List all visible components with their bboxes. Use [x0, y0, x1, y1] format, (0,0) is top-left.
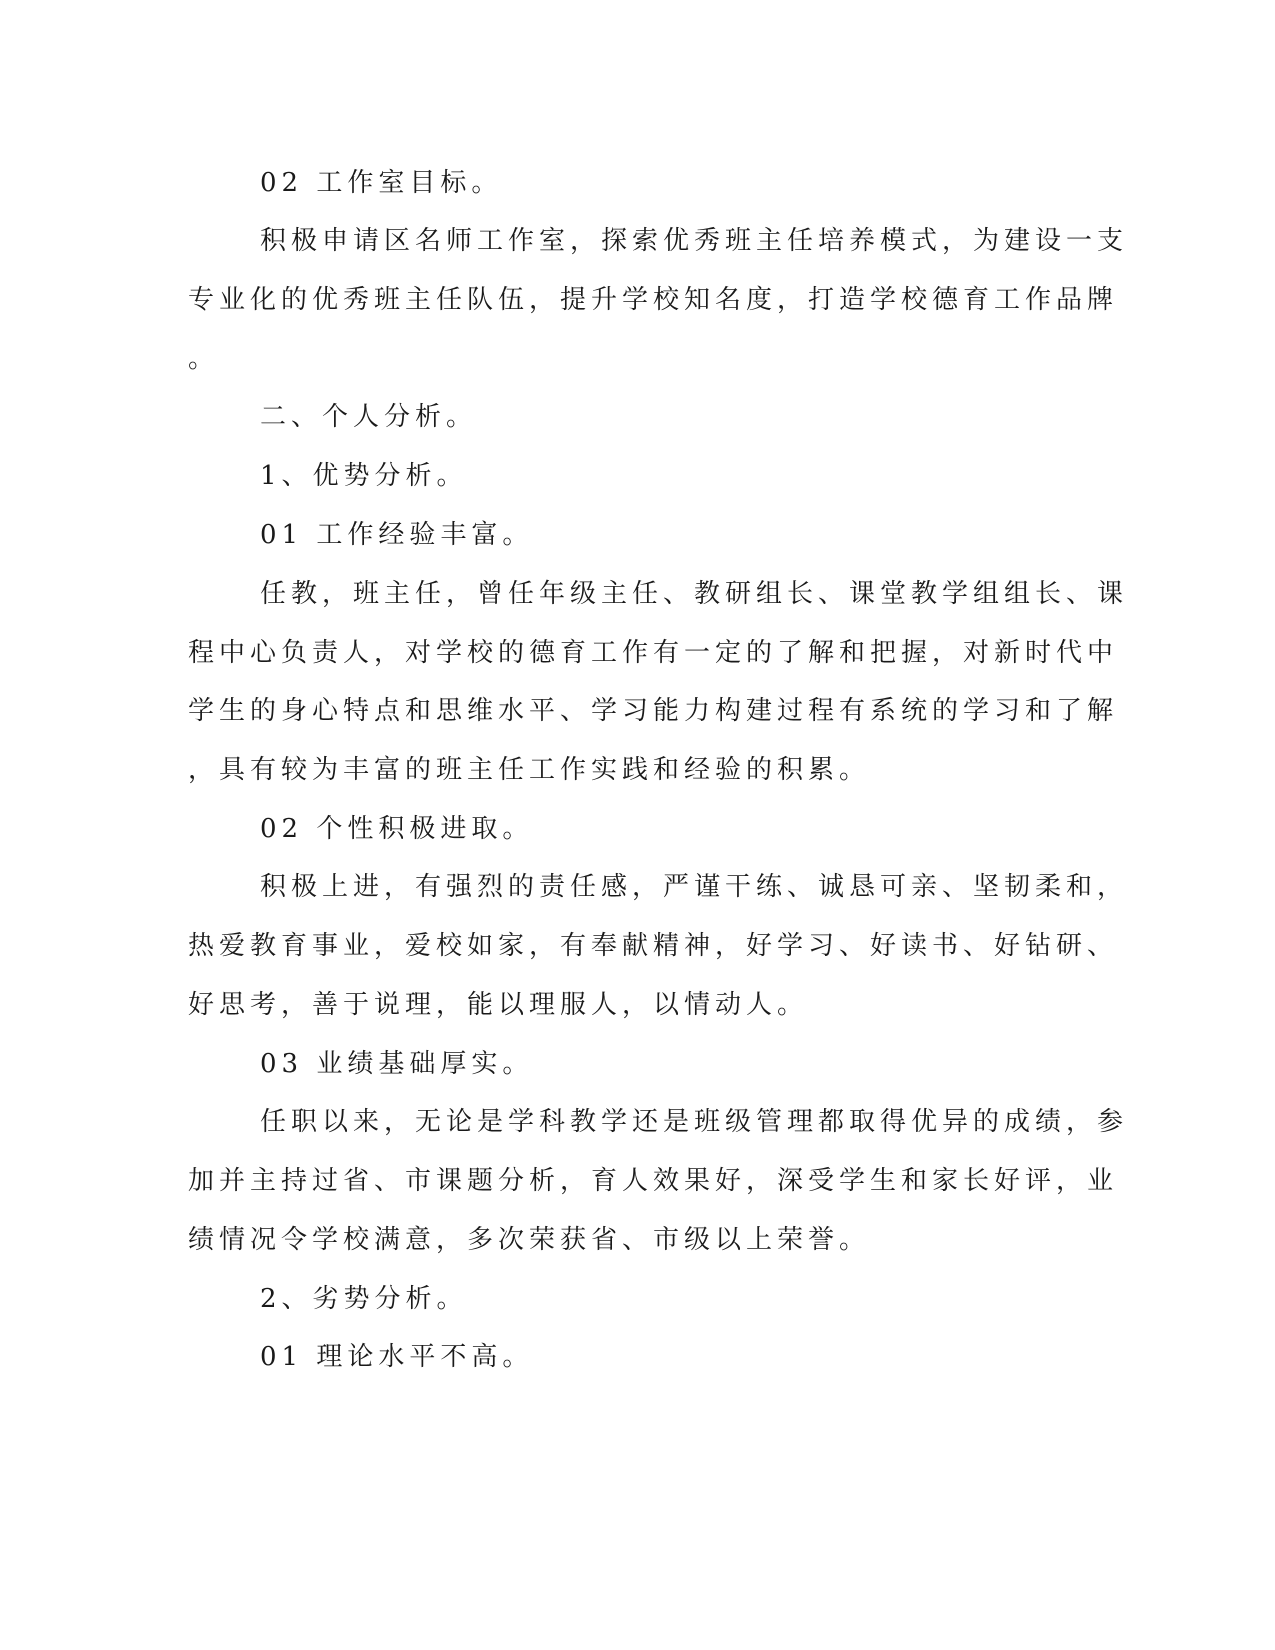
paragraph-line: 积极上进，有强烈的责任感，严谨干练、诚恳可亲、坚韧柔和，: [260, 872, 1129, 902]
item-heading-performance: 03 业绩基础厚实。: [260, 1049, 534, 1079]
paragraph-line: 热爱教育事业，爱校如家，有奉献精神，好学习、好读书、好钻研、: [188, 931, 1119, 961]
paragraph-line: 。: [188, 344, 220, 374]
paragraph-line: 任职以来，无论是学科教学还是班级管理都取得优异的成绩，参: [260, 1107, 1129, 1137]
paragraph-line: 积极申请区名师工作室，探索优秀班主任培养模式，为建设一支: [260, 226, 1129, 256]
item-heading-experience: 01 工作经验丰富。: [260, 520, 534, 550]
paragraph-line: 加并主持过省、市课题分析，育人效果好，深受学生和家长好评，业: [188, 1166, 1119, 1196]
paragraph-line: 好思考，善于说理，能以理服人，以情动人。: [188, 990, 809, 1020]
paragraph-line: ，具有较为丰富的班主任工作实践和经验的积累。: [188, 755, 871, 785]
paragraph-line: 程中心负责人，对学校的德育工作有一定的了解和把握，对新时代中: [188, 638, 1119, 668]
section-heading-personal-analysis: 二、个人分析。: [260, 402, 478, 432]
section-heading-workshop-goal: 02 工作室目标。: [260, 168, 503, 198]
subheading-strengths: 1、优势分析。: [260, 461, 468, 491]
paragraph-line: 绩情况令学校满意，多次荣获省、市级以上荣誉。: [188, 1225, 871, 1255]
paragraph-line: 专业化的优秀班主任队伍，提升学校知名度，打造学校德育工作品牌: [188, 285, 1119, 315]
item-heading-personality: 02 个性积极进取。: [260, 814, 534, 844]
paragraph-line: 学生的身心特点和思维水平、学习能力构建过程有系统的学习和了解: [188, 696, 1119, 726]
paragraph-line: 任教，班主任，曾任年级主任、教研组长、课堂教学组组长、课: [260, 579, 1129, 609]
subheading-weaknesses: 2、劣势分析。: [260, 1284, 468, 1314]
item-heading-theory-level: 01 理论水平不高。: [260, 1342, 534, 1372]
